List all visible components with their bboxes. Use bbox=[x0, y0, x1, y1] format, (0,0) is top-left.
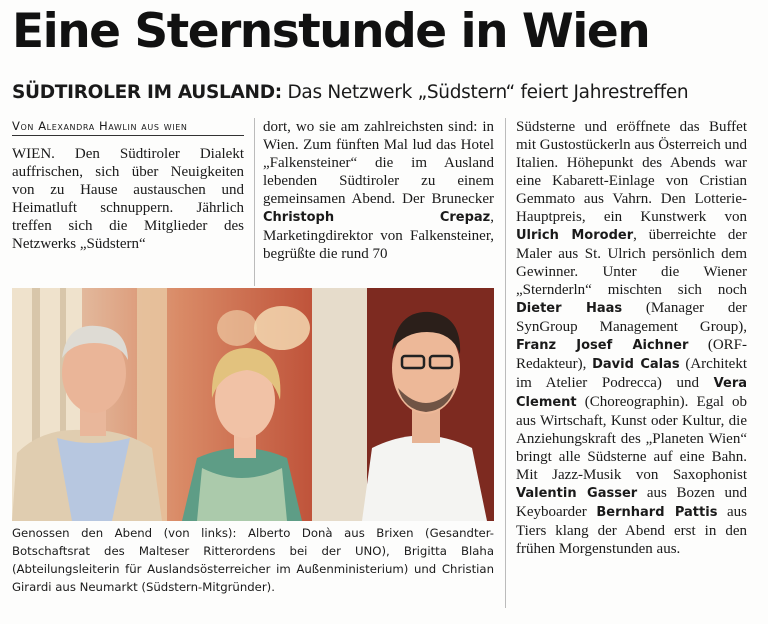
col3-text-7: aus Bozen und Keyboarder bbox=[516, 485, 747, 520]
article-headline: Eine Sternstunde in Wien bbox=[12, 4, 650, 59]
person-name: Bernhard Pattis bbox=[596, 505, 718, 520]
subheadline-kicker: SÜDTIROLER IM AUSLAND: bbox=[12, 82, 282, 103]
person-name: David Calas bbox=[592, 357, 680, 372]
person-name: Franz Josef Aichner bbox=[516, 338, 689, 353]
person-name: Valentin Gasser bbox=[516, 486, 638, 501]
col3-text-4: (ORF-Redakteur), bbox=[516, 337, 748, 372]
col3-text-5: (Architekt im Atelier Podrecca) und bbox=[516, 356, 747, 391]
col2-text-1: dort, wo sie am zahlreichsten sind: in Wien. Zum fünften Mal lud das Hotel „Falkensteiner“ die im Ausland lebenden Südtiroler zu einem gemeinsamen Abend. Der Brunecker bbox=[263, 119, 494, 207]
event-photo bbox=[12, 288, 494, 521]
column-1-text: WIEN. Den Südtiroler Dialekt auffrischen, sich über Neuigkeiten von zu Hause austauschen und Heimatluft schnuppern. Jährlich treffen sich die Mitglieder des Netzwerks „Südstern“ bbox=[12, 146, 244, 252]
col3-text-3: (Manager der SynGroup Management Group), bbox=[516, 300, 747, 335]
col2-text-2: , Marketingdirektor von Falkensteiner, begrüßte die rund 70 bbox=[263, 209, 494, 262]
person-name: Vera Clement bbox=[516, 376, 748, 410]
col3-text-8: aus Tiers klang der Abend erst in den frühen Morgenstunden aus. bbox=[516, 504, 748, 557]
col3-text-6: (Choreographin). Egal ob aus Wirtschaft, Kunst oder Kultur, die Anziehungskraft des „Planeten Wien“ bringt alle Südsterne auf eine Bahn. Mit Jazz-Musik von Saxophonist bbox=[516, 394, 747, 483]
col3-text-2: , überreichte der Maler aus St. Ulrich persönlich dem Gewinner. Unter die Wiener „Sternderln“ mischten sich noch bbox=[516, 227, 747, 298]
person-name: Dieter Haas bbox=[516, 301, 623, 316]
col3-text-1: Südsterne und eröffnete das Buffet mit Gustostückerln aus Österreich und Italien. Höhepunkt des Abends war eine Kabarett-Einlage von Cristian Gemmato aus Vahrn. Den Lotterie-Hauptpreis, ein Kunstwerk von bbox=[516, 119, 747, 225]
person-name: Christoph Crepaz bbox=[263, 210, 491, 225]
column-divider bbox=[505, 118, 506, 608]
byline: Von Alexandra Hawlin aus wien bbox=[12, 118, 244, 136]
photo-caption: Genossen den Abend (von links): Alberto Donà aus Brixen (Gesandter-Botschaftsrat des Malteser Ritterordens bei der UNO), Brigitta Blaha (Abteilungsleiterin für Auslandsösterreicher im Außenministerium) und Christian Girardi aus Neumarkt (Südstern-Mitgründer). bbox=[12, 526, 494, 594]
subheadline-text: Das Netzwerk „Südstern“ feiert Jahrestreffen bbox=[287, 82, 689, 103]
article-subheadline bbox=[12, 80, 688, 106]
column-2-text bbox=[263, 118, 494, 263]
column-3-text bbox=[516, 118, 747, 558]
column-divider bbox=[254, 118, 255, 286]
person-name: Ulrich Moroder bbox=[516, 228, 634, 243]
